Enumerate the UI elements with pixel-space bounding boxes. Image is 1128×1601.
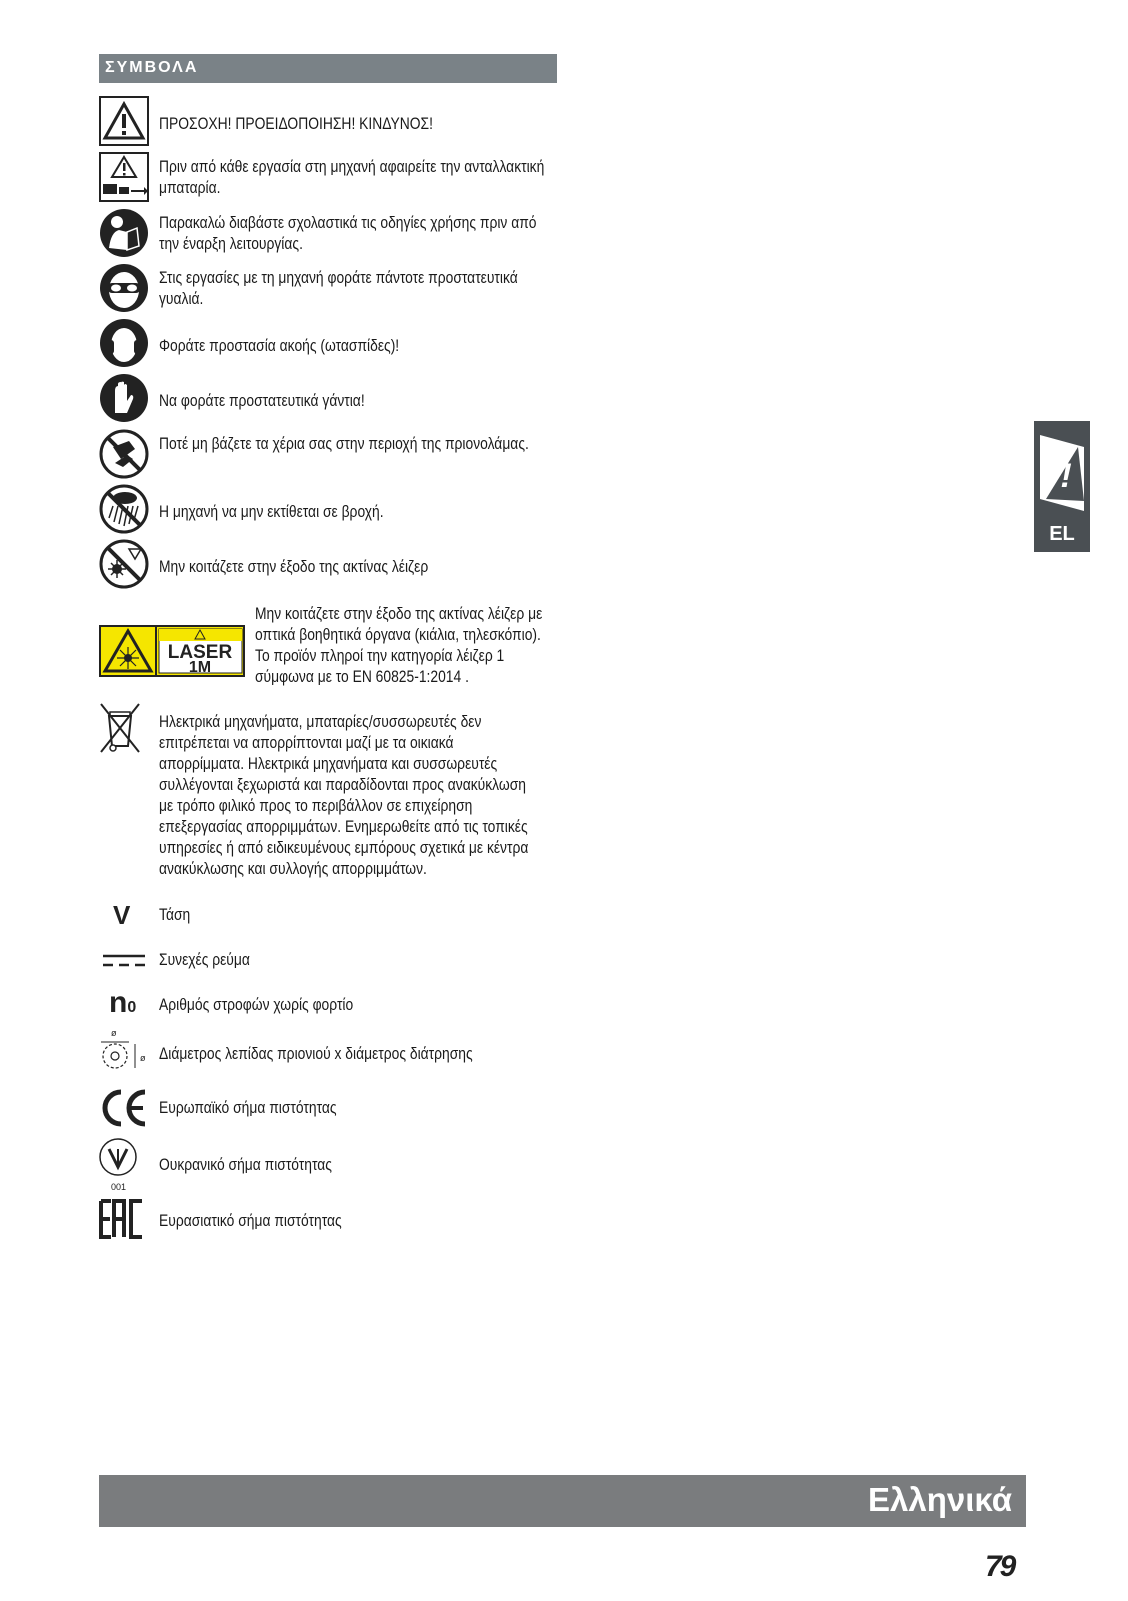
svg-text:!: ! xyxy=(1060,457,1072,495)
symbol-text: Ευρασιατικό σήμα πιστότητας xyxy=(159,1212,342,1230)
ukr-code: 001 xyxy=(111,1182,127,1192)
volt-icon: V xyxy=(113,900,131,930)
no-rain-icon xyxy=(99,484,149,534)
symbol-text: Συνεχές ρεύμα xyxy=(159,951,250,969)
warning-sign-icon xyxy=(1038,429,1086,513)
tab-label: EL xyxy=(1049,523,1075,545)
footer-language: Ελληνικά xyxy=(868,1481,1012,1518)
symbol-text: Φοράτε προστασία ακοής (ωτασπίδες)! xyxy=(159,337,400,355)
laser-class-text: Μην κοιτάζετε στην έξοδο της ακτίνας λέιζερ με οπτικά βοηθητικά όργανα (κιάλια, τηλεσκόπιο). Το προϊόν πληροί την κατηγορία λέιζερ 1 σύμφωνα με το EN 60825-1:2014 . xyxy=(255,605,543,686)
read-manual-icon xyxy=(99,208,149,258)
symbol-text: Τάση xyxy=(159,906,191,924)
direct-current-icon xyxy=(101,953,147,969)
symbol-text: Να φοράτε προστατευτικά γάντια! xyxy=(159,392,365,410)
blade-diameter-icon xyxy=(99,1028,151,1078)
symbol-text: Ευρωπαϊκό σήμα πιστότητας xyxy=(159,1099,337,1117)
symbol-text: ΠΡΟΣΟΧΗ! ΠΡΟΕΙΔΟΠΟΙΗΣΗ! ΚΙΝΔΥΝΟΣ! xyxy=(159,115,433,133)
weee-text: Ηλεκτρικά μηχανήματα, μπαταρίες/συσσωρευτές δεν επιτρέπεται να απορρίπτονται μαζί με τα οικιακά απορρίμματα. Ηλεκτρικά μηχανήματα και συσσωρευτές συλλέγονται ξεχωριστά και παραδίδονται προς ανακύκλωση με τρόπο φιλικό προς το περιβάλλον σε επιχείρηση επεξεργασίας απορριμμάτων. Ενημερωθείτε από τις τοπικές υπηρεσίες ή από ειδικευμένους εμπόρους σχετικά με κέντρα ανακύκλωσης και συλλογής απορριμμάτων. xyxy=(159,713,529,878)
laser-class: 1M xyxy=(188,659,212,676)
weee-bin-icon xyxy=(97,702,143,756)
symbol-text: Ουκρανικό σήμα πιστότητας xyxy=(159,1156,332,1174)
symbol-text: Μην κοιτάζετε στην έξοδο της ακτίνας λέιζερ xyxy=(159,558,429,576)
rpm-n: n xyxy=(109,986,128,1019)
symbol-text: Αριθμός στροφών χωρίς φορτίο xyxy=(159,996,354,1014)
no-hands-blade-icon xyxy=(99,429,149,479)
page-number: 79 xyxy=(985,1550,1015,1583)
symbol-text: Στις εργασίες με τη μηχανή φοράτε πάντοτε προστατευτικά γυαλιά. xyxy=(159,269,518,308)
ukrainian-conformity-icon xyxy=(99,1137,139,1193)
diam-top: ø xyxy=(111,1028,117,1038)
side-language-tab xyxy=(1034,421,1090,552)
diam-side: ø xyxy=(140,1053,146,1063)
rpm-sub: 0 xyxy=(127,999,137,1016)
symbol-text: Διάμετρος λεπίδας πριονιού x διάμετρος διάτρησης xyxy=(159,1045,473,1063)
symbol-text: Ποτέ μη βάζετε τα χέρια σας στην περιοχή της πριονολάμας. xyxy=(159,435,529,453)
footer-bar xyxy=(99,1475,1026,1527)
no-laser-stare-icon xyxy=(99,539,149,589)
section-title: ΣΥΜΒΟΛΑ xyxy=(99,54,557,83)
laser-word: LASER xyxy=(167,642,233,663)
safety-goggles-icon xyxy=(99,263,149,313)
no-load-speed-icon xyxy=(109,986,136,1020)
eac-mark-icon xyxy=(99,1199,145,1239)
symbol-text: Πριν από κάθε εργασία στη μηχανή αφαιρείτε την ανταλλακτική μπαταρία. xyxy=(159,158,545,197)
symbol-text: Παρακαλώ διαβάστε σχολαστικά τις οδηγίες χρήσης πριν από την έναρξη λειτουργίας. xyxy=(159,214,537,253)
battery-removal-icon xyxy=(99,152,149,202)
ce-mark-icon xyxy=(99,1088,149,1128)
symbol-text: Η μηχανή να μην εκτίθεται σε βροχή. xyxy=(159,503,384,521)
ear-protection-icon xyxy=(99,318,149,368)
laser-class-label xyxy=(99,625,245,677)
protective-gloves-icon xyxy=(99,373,149,423)
warning-triangle-icon xyxy=(99,96,149,146)
